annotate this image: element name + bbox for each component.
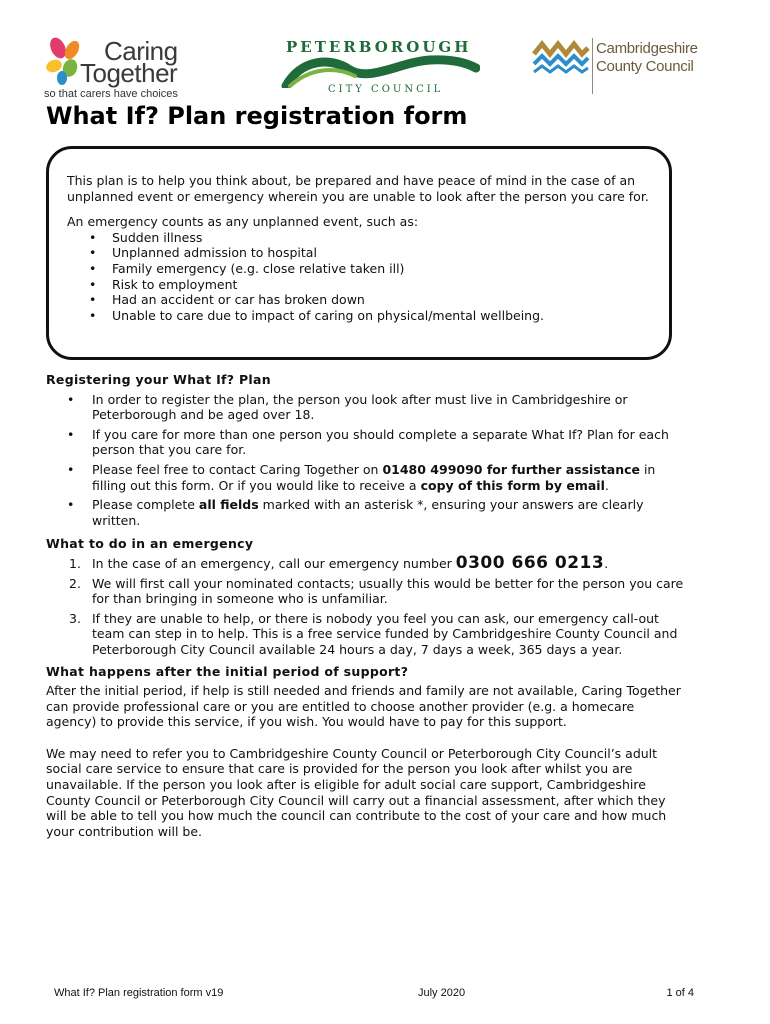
caring-together-line1: Caring bbox=[104, 36, 178, 66]
list-item: • If you care for more than one person you should complete a separate What If? Plan for each person that you care for. bbox=[92, 427, 686, 458]
logo-divider bbox=[592, 38, 593, 94]
swoosh-icon bbox=[280, 52, 480, 88]
referral-paragraph: We may need to refer you to Cambridgeshire County Council or Peterborough City Council’s adult social care service to ensure that care is provided for the person you look after whilst you are unavailable. If the person you look after is eligible for adult social care support, Cambridgeshire County Council or Peterborough City Council will carry out a financial assessment, after which they will be able to tell you how much the council can contribute to the cost of your care and how much your contribution will be. bbox=[46, 745, 667, 839]
logo-bar bbox=[40, 30, 700, 98]
contact-phone: 01480 499090 for further assistance bbox=[382, 461, 640, 477]
list-item: • Risk to employment bbox=[112, 277, 651, 293]
text-run: In the case of an emergency, call our emergency number bbox=[92, 555, 456, 571]
footer-page-number: 1 of 4 bbox=[666, 987, 694, 999]
text-run: marked with an asterisk *, ensuring your answers are clearly written. bbox=[92, 497, 644, 528]
caring-together-line2: Together bbox=[80, 58, 178, 88]
crest-icon bbox=[532, 40, 590, 80]
caring-together-tagline: so that carers have choices bbox=[44, 88, 178, 98]
list-item: • Unable to care due to impact of caring on physical/mental wellbeing. bbox=[112, 308, 651, 324]
peterborough-line1: PETERBOROUGH bbox=[286, 38, 472, 56]
after-support-paragraph: After the initial period, if help is still needed and friends and family are not available, Caring Together can provide professional care or you are entitled to choose another provider (e.g. a homecare agency) to provide this service, if you wish. You would have to pay for this support. bbox=[46, 683, 681, 730]
peterborough-logo bbox=[280, 34, 480, 96]
cambridgeshire-line1: Cambridgeshire bbox=[596, 40, 698, 57]
after-support-heading: What happens after the initial period of support? bbox=[46, 663, 409, 679]
emergency-heading: What to do in an emergency bbox=[46, 536, 254, 552]
list-item: • Sudden illness bbox=[112, 230, 651, 246]
emergency-examples-list bbox=[67, 230, 651, 324]
intro-emergency-lead: An emergency counts as any unplanned event, such as: bbox=[67, 214, 419, 230]
list-item bbox=[69, 610, 686, 658]
step-number: 3. bbox=[69, 610, 81, 626]
page-footer bbox=[54, 987, 694, 1003]
registering-heading: Registering your What If? Plan bbox=[46, 372, 271, 387]
registering-list bbox=[46, 392, 686, 529]
cambridgeshire-line2: County Council bbox=[596, 58, 694, 75]
email-copy-note: copy of this form by email bbox=[420, 477, 605, 493]
page-title: What If? Plan registration form bbox=[46, 102, 468, 130]
text-run: in filling out this form. Or if you would like to receive a bbox=[92, 461, 656, 493]
list-item: • Unplanned admission to hospital bbox=[112, 245, 651, 261]
list-item: • In order to register the plan, the person you look after must live in Cambridgeshire or Peterborough and be aged over 18. bbox=[92, 392, 686, 423]
text-run: . bbox=[604, 555, 609, 571]
intro-box bbox=[46, 146, 672, 360]
peterborough-line2: CITY COUNCIL bbox=[328, 84, 444, 95]
intro-paragraph: This plan is to help you think about, be prepared and have peace of mind in the case of an unplanned event or emergency wherein you are unable to look after the person you care for. bbox=[67, 173, 649, 204]
list-item bbox=[69, 552, 686, 573]
footer-form-version: What If? Plan registration form v19 bbox=[54, 987, 224, 999]
text-run: If they are unable to help, or there is nobody you feel you can ask, our emergency call-out team can step in to help. This is a free service funded by Cambridgeshire County Council and Peterborough City Council available 24 hours a day, 7 days a week, 365 days a year. bbox=[92, 610, 678, 657]
list-item bbox=[92, 497, 686, 528]
text-run: . bbox=[604, 477, 609, 493]
footer-date: July 2020 bbox=[418, 987, 466, 999]
text-run: Please complete bbox=[92, 497, 199, 513]
list-item: • Had an accident or car has broken down bbox=[112, 292, 651, 308]
main-content bbox=[46, 372, 686, 855]
step-number: 2. bbox=[69, 575, 81, 591]
emergency-steps-list bbox=[46, 552, 686, 658]
all-fields-note: all fields bbox=[198, 497, 259, 513]
caring-together-logo bbox=[42, 36, 232, 98]
step-number: 1. bbox=[69, 555, 81, 571]
emergency-phone-number: 0300 666 0213 bbox=[455, 552, 605, 573]
cambridgeshire-logo bbox=[532, 34, 702, 96]
text-run: Please feel free to contact Caring Together on bbox=[92, 461, 383, 477]
list-item bbox=[92, 462, 686, 493]
text-run: We will first call your nominated contacts; usually this would be better for the person you care for than bringing in someone who is unfamiliar. bbox=[92, 575, 684, 607]
list-item: • Family emergency (e.g. close relative taken ill) bbox=[112, 261, 651, 277]
list-item bbox=[69, 575, 686, 607]
